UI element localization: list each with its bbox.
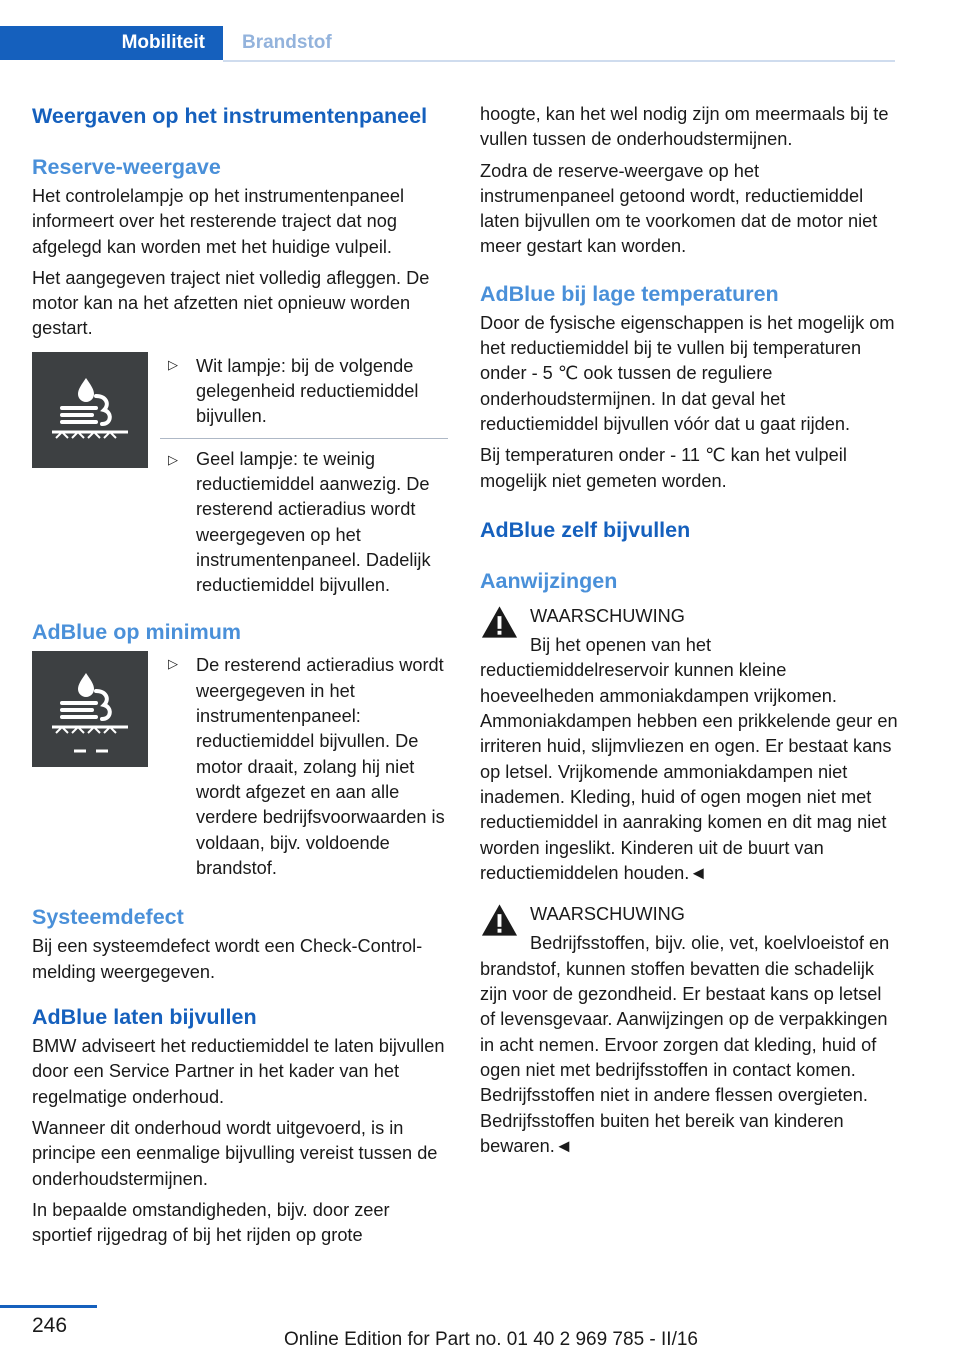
chapter-tabs: [0, 26, 895, 63]
warning-1-title: WAARSCHUWING: [530, 605, 685, 626]
paragraph-reserve-1: Het controlelampje op het instrumentenpaneel informeert over het resterende traject dat nog afgelegd kan worden met het huidige vulpeil.: [32, 186, 405, 257]
paragraph-reserve-refill: Zodra de reserve-weergave op het instrumenpaneel getoond wordt, reductiemiddel laten bijvullen om te voorkomen dat de motor niet meer gestart kan worden.: [480, 160, 878, 257]
paragraph-cold-1: Door de fysische eigenschappen is het mogelijk om het reductiemiddel bij te vullen bij temperaturen onder - 5 ℃ ook tussen de reguliere onderhoudstermijnen. In dat geval het reductiemiddel bijvullen vóór dat u gaat rijden.: [480, 312, 895, 434]
left-column: [32, 104, 448, 1248]
tab-mobiliteit-label: Mobiliteit: [121, 32, 205, 53]
warning-2-title: WAARSCHUWING: [530, 904, 685, 925]
tab-brandstof[interactable]: Brandstof: [242, 32, 332, 53]
paragraph-service-3: In bepaalde omstandigheden, bijv. door zeer sportief rijgedrag of bij het rijden op grote: [32, 1199, 390, 1246]
edition-note: Online Edition for Part no. 01 40 2 969 785 - II/16: [283, 1329, 698, 1350]
heading-reserve: Reserve-weergave: [32, 155, 221, 179]
bullet-yellow-lamp: ▷ Geel lampje: te weinig reductiemiddel aanwezig. De resterend actieradius wordt weergegeven op het instrumentenpaneel. Dadelijk reductiemiddel bijvullen.: [160, 447, 448, 599]
heading-self-refill: AdBlue zelf bijvullen: [480, 517, 691, 542]
heading-low-temperature: AdBlue bij lage temperaturen: [480, 281, 779, 306]
bullet-minimum: ▷ De resterend actieradius wordt weergegeven in het instrumentenpaneel: reductiemiddel bijvullen. De motor draait, zolang hij niet wordt afgezet en aan alle verdere bedrijfsvoorwaarden is voldaan, bijv. voldoende brandstof.: [160, 651, 448, 881]
heading-service: AdBlue laten bijvullen: [32, 1005, 257, 1030]
paragraph-service-2: Wanneer dit onderhoud wordt uitgevoerd, is in principe een eenmalige bijvulling vereist tussen de onderhoudstermijnen.: [32, 1117, 438, 1189]
footer-rule: [0, 1305, 97, 1308]
right-column: [480, 102, 898, 1159]
warning-fluids: [480, 902, 898, 1159]
adblue-reserve-icon: [32, 352, 148, 468]
warning-1-text: Bij het openen van het reductiemiddelreservoir kunnen kleine hoeveelheden ammoniakdampen vrijkomen. Ammoniakdampen hebben een prikkelende geur en irriteren huid, slijmvliezen en ogen. Er bestaat kans op letsel. Vrijkomende ammoniakdampen niet inademen. Kleding, huid of ogen mogen niet met reductiemiddel in aanraking komen en dit mag niet worden ingeslikt. Kinderen uit de buurt van reductiemiddelen houden.◄: [480, 635, 898, 883]
heading-defect: Systeemdefect: [32, 905, 184, 930]
bullet-separator: [160, 438, 448, 439]
tab-mobiliteit[interactable]: [0, 26, 223, 60]
warning-ammonia: [480, 604, 898, 886]
bullet-white-lamp: ▷ Wit lampje: bij de volgende gelegenheid reductiemiddel bijvullen.: [160, 352, 448, 430]
paragraph-continued: hoogte, kan het wel nodig zijn om meermaals bij te vullen tussen de onderhoudstermijnen.: [480, 104, 889, 150]
heading-display: Weergaven op het instrumentenpaneel: [32, 104, 428, 128]
paragraph-cold-2: Bij temperaturen onder - 11 ℃ kan het vulpeil mogelijk niet gemeten worden.: [480, 445, 847, 491]
paragraph-service-1: BMW adviseert het reductiemiddel te laten bijvullen door een Service Partner in het kader van het regelmatige onderhoud.: [32, 1036, 445, 1107]
heading-minimum: AdBlue op minimum: [32, 620, 242, 645]
paragraph-reserve-2: Het aangegeven traject niet volledig afleggen. De motor kan na het afzetten niet opnieuw worden gestart.: [32, 267, 430, 339]
minimum-figure-row: [32, 651, 448, 881]
warning-2-text: Bedrijfsstoffen, bijv. olie, vet, koelvloeistof en brandstof, kunnen stoffen bevatten die schadelijk zijn voor de gezondheid. Er bestaat kans op letsel of levensgevaar. Aanwijzingen op de verpakkingen in acht nemen. Ervoor zorgen dat kleding, huid of ogen niet met bedrijfsstoffen in contact komen. Bedrijfsstoffen niet in andere flessen overgieten. Bedrijfsstoffen buiten het bereik van kinderen bewaren.◄: [480, 933, 890, 1156]
page-number: 246: [32, 1314, 68, 1337]
tab-underline: [223, 60, 895, 62]
warning-triangle-icon: [480, 604, 519, 640]
reserve-figure-row: [32, 352, 448, 599]
paragraph-defect: Bij een systeemdefect wordt een Check-Control-melding weergegeven.: [32, 936, 423, 982]
heading-notes: Aanwijzingen: [480, 568, 618, 593]
warning-triangle-icon: [480, 902, 519, 938]
adblue-minimum-icon: [32, 651, 148, 767]
